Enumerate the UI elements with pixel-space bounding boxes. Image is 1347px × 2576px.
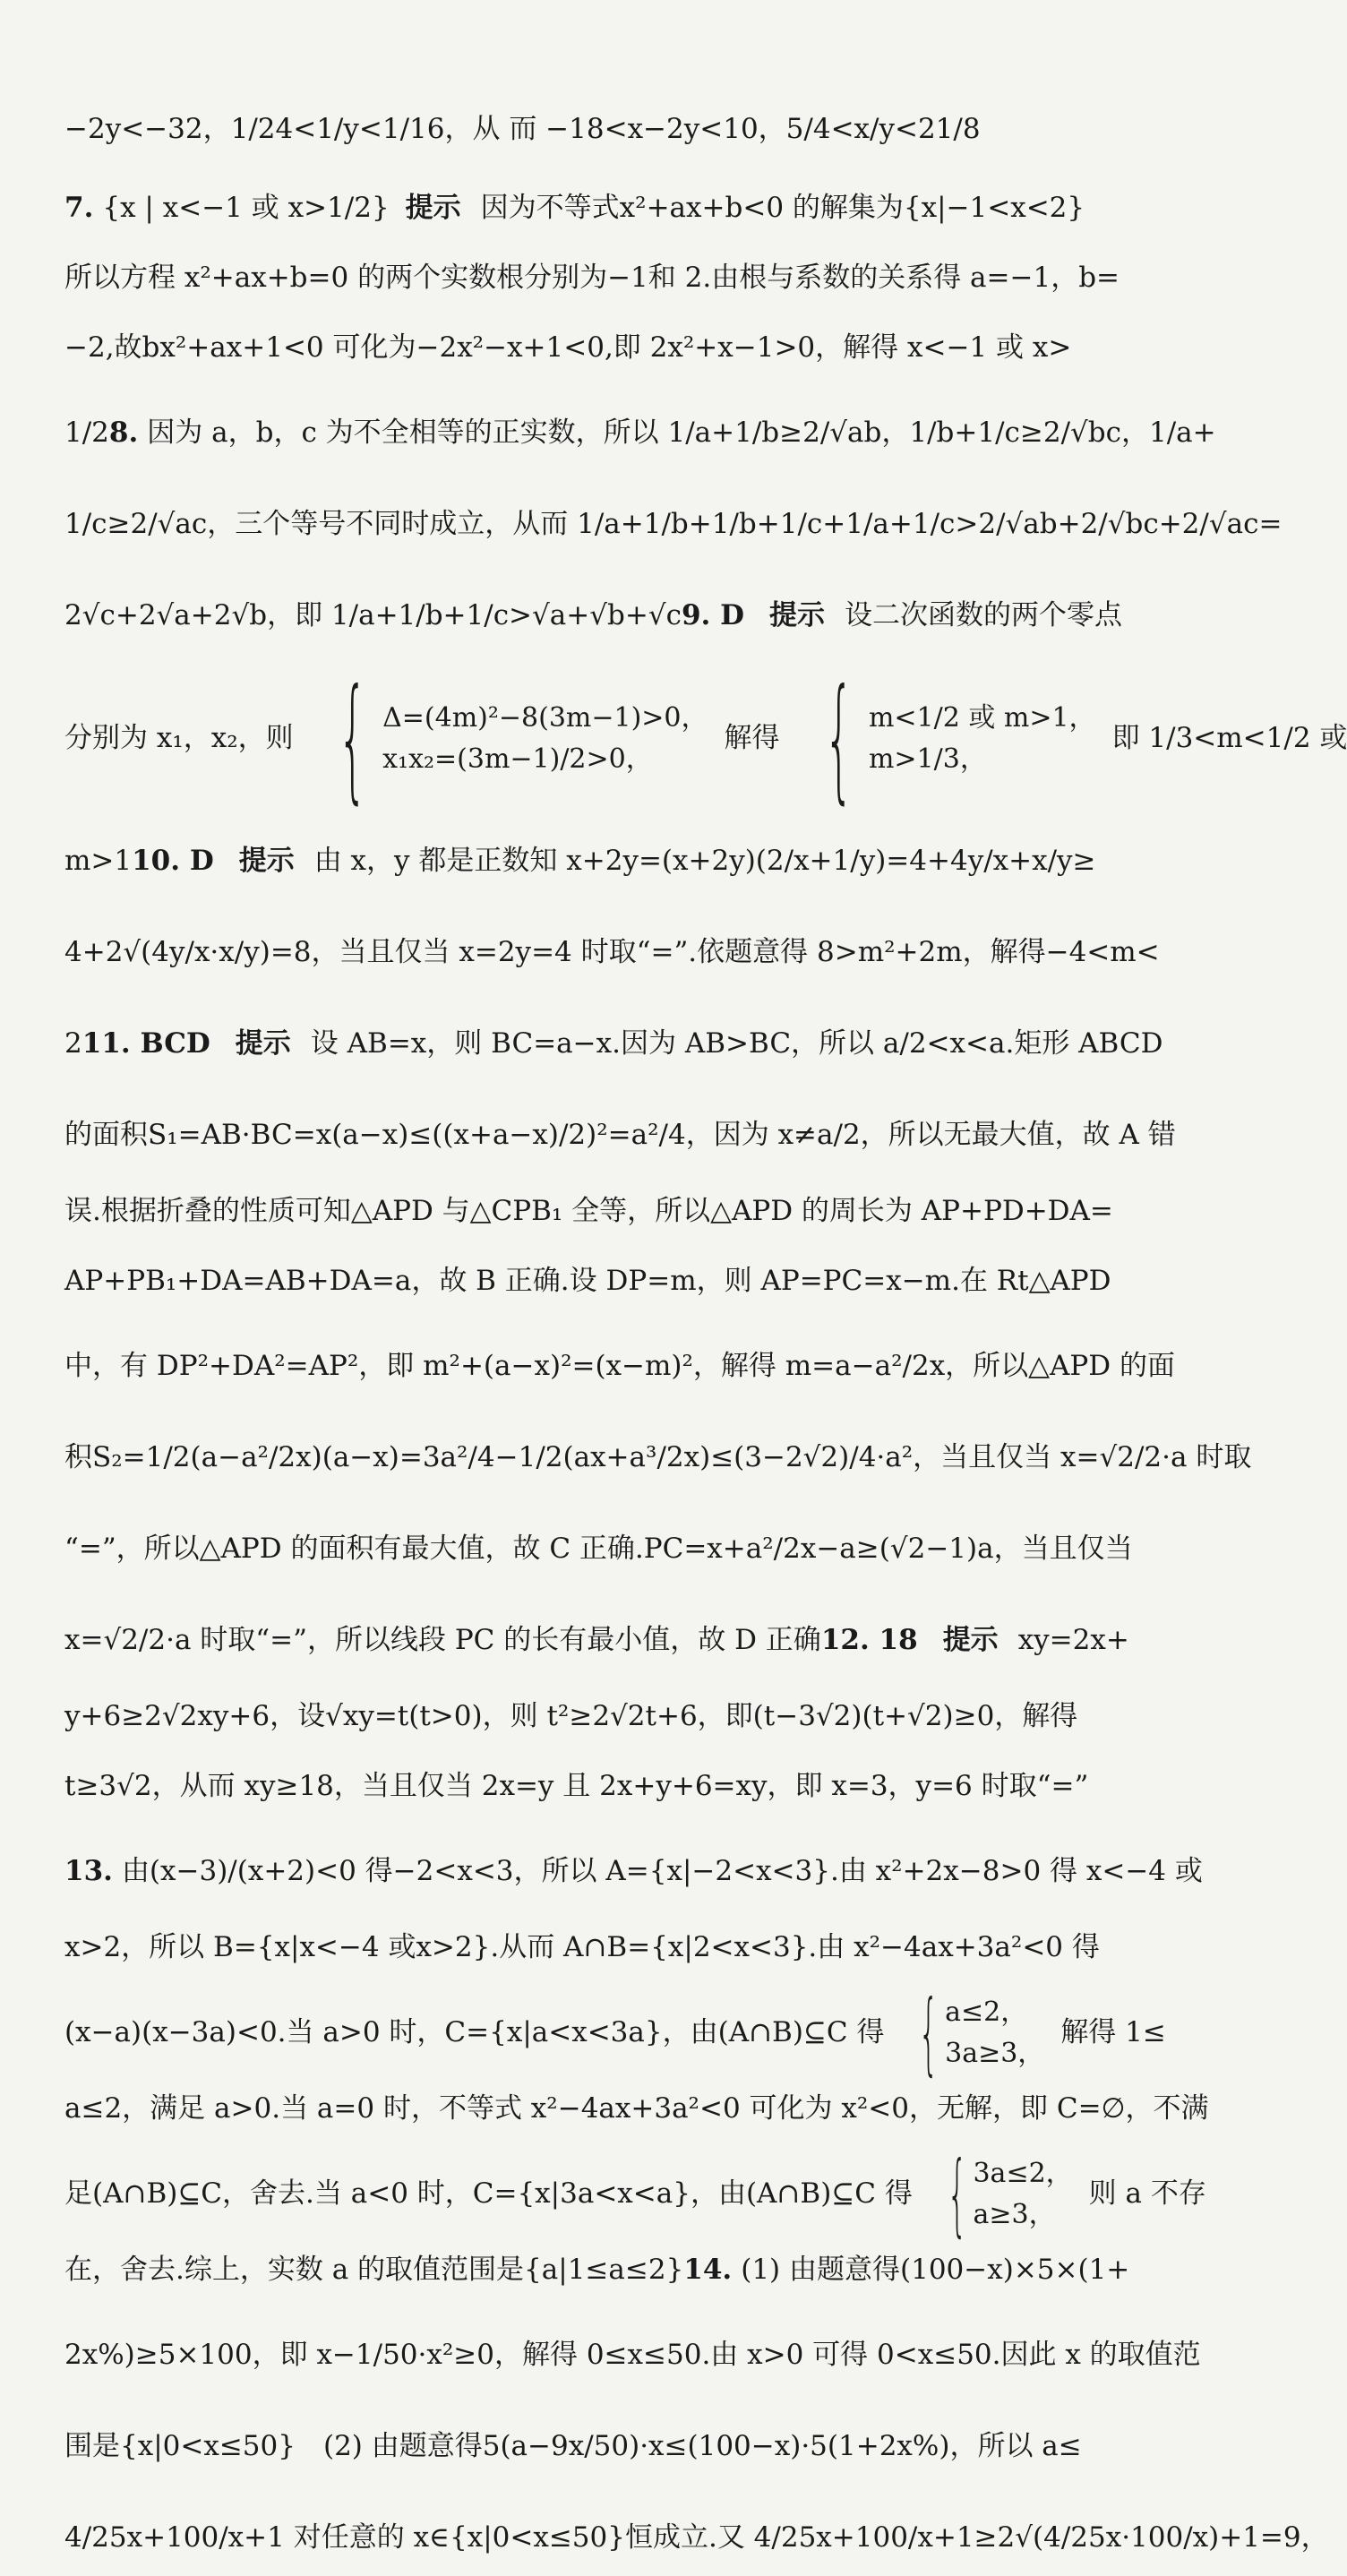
hint-label: 提示: [768, 599, 825, 632]
question-number: 8.: [108, 416, 139, 450]
question-14-line: [64, 2239, 1130, 2302]
question-13-line: [64, 1834, 1203, 1910]
system-row: 3a≥3，: [945, 2038, 1045, 2069]
text-line-12: [64, 1098, 1176, 1173]
line-text: x=√2/2·a 时取“=”，所以线段 PC 的长有最小值，故 D 正确: [64, 1624, 821, 1657]
line-text-2: (1) 由题意得(100−x)×5×(1+: [741, 2254, 1130, 2287]
system-row: 3a≤2，: [973, 2158, 1073, 2189]
question-number: 7.: [64, 192, 94, 225]
question-8-line: [64, 396, 1216, 471]
line-text-2: 即 1/3<m<1/2 或: [1111, 722, 1347, 755]
system-row: m<1/2 或 m>1，: [868, 702, 1096, 734]
equation-system: [796, 661, 1096, 817]
question-number: 9. D: [681, 599, 744, 632]
line-text: 因为不等式x²+ax+b<0 的解集为{x|−1<x<2}: [480, 192, 1085, 225]
line-text: 2√c+2√a+2√b，即 1/a+1/b+1/c>√a+√b+√c: [64, 599, 682, 632]
left-brace: {: [919, 1980, 939, 2085]
line-text-2: 解得 1≤: [1060, 2016, 1166, 2049]
left-brace: {: [337, 661, 368, 817]
text-line-4: [64, 317, 1072, 380]
text-line-20: [64, 1756, 1089, 1818]
answer-text: {x | x<−1 或 x>1/2}: [102, 192, 390, 225]
text-line-1: [64, 99, 1064, 161]
line-text: 由(x−3)/(x+2)<0 得−2<x<3，所以 A={x|−2<x<3}.由 x²+2x−8>0 得 x<−4 或: [121, 1855, 1203, 1888]
question-number: 14.: [683, 2254, 733, 2287]
line-text: 积S₂=1/2(a−a²/2x)(a−x)=3a²/4−1/2(ax+a³/2x)≤(3−2√2)/4·a²，当且仅当 x=√2/2·a 时取: [64, 1441, 1252, 1474]
line-text: 1/2: [64, 416, 109, 450]
line-text-2: 设二次函数的两个零点: [844, 599, 1122, 632]
text-line-23: [64, 1980, 1166, 2085]
line-text: −2,故bx²+ax+1<0 可化为−2x²−x+1<0,即 2x²+x−1>0，解得 x<−1 或 x>: [64, 331, 1072, 365]
line-text: 足(A∩B)⊆C，舍去.当 a<0 时，C={x|3a<x<a}，由(A∩B)⊆C 得: [64, 2177, 913, 2211]
question-number: 11. BCD: [82, 1027, 210, 1060]
text-line-29: [64, 2501, 1329, 2576]
line-text: 误.根据折叠的性质可知△APD 与△CPB₁ 全等，所以△APD 的周长为 AP+PD+DA=: [64, 1195, 1113, 1228]
line-text: 2x%)≥5×100，即 x−1/50·x²≥0，解得 0≤x≤50.由 x>0 可得 0<x≤50.因此 x 的取值范: [64, 2339, 1201, 2372]
system-row: a≥3，: [973, 2199, 1056, 2230]
line-text-2: 因为 a，b，c 为不全相等的正实数，所以 1/a+1/b≥2/√ab，1/b+1/c≥2/√bc，1/a+: [147, 416, 1216, 450]
system-row: Δ=(4m)²−8(3m−1)>0，: [382, 702, 708, 734]
line-text: 围是{x|0<x≤50} (2) 由题意得5(a−9x/50)·x≤(100−x)·5(1+2x%)，所以 a≤: [64, 2430, 1082, 2463]
line-text-2: 由 x，y 都是正数知 x+2y=(x+2y)(2/x+1/y)=4+4y/x+x/y≥: [313, 845, 1096, 878]
question-number: 10. D: [132, 845, 214, 878]
system-row: a≤2，: [945, 1996, 1028, 2028]
text-line-15: [64, 1329, 1175, 1404]
left-brace: {: [823, 661, 854, 817]
text-line-14: [64, 1250, 1111, 1313]
question-10-line: [64, 824, 1096, 899]
text-line-13: [64, 1181, 1113, 1243]
system-row: m>1/3，: [868, 743, 987, 775]
line-text: 4+2√(4y/x·x/y)=8，当且仅当 x=2y=4 时取“=”.依题意得 8>m²+2m，解得−4<m<: [64, 936, 1160, 969]
equation-system: [929, 2142, 1073, 2246]
line-text: 1/c≥2/√ac，三个等号不同时成立，从而 1/a+1/b+1/b+1/c+1/a+1/c>2/√ab+2/√bc+2/√ac=: [64, 508, 1283, 541]
text-line-27: [64, 2318, 1201, 2393]
line-text: x>2，所以 B={x|x<−4 或x>2}.从而 A∩B={x|2<x<3}.由 x²−4ax+3a²<0 得: [64, 1931, 1100, 1964]
line-text: t≥3√2，从而 xy≥18，当且仅当 2x=y 且 2x+y+6=xy，即 x=3，y=6 时取“=”: [64, 1770, 1089, 1803]
line-text: AP+PB₁+DA=AB+DA=a，故 B 正确.设 DP=m，则 AP=PC=x−m.在 Rt△APD: [64, 1265, 1111, 1298]
text-line-25: [64, 2142, 1206, 2246]
line-text: −2y<−32，1/24<1/y<1/16，从 而 −18<x−2y<10，5/4<x/y<21/8: [64, 113, 981, 146]
line-text: y+6≥2√2xy+6，设√xy=t(t>0)，则 t²≥2√2t+6，即(t−3√2)(t+√2)≥0，解得: [64, 1700, 1078, 1733]
question-9-system-line: [64, 661, 1347, 817]
line-text: 分别为 x₁，x₂，则: [64, 722, 294, 755]
line-text: a≤2，满足 a>0.当 a=0 时，不等式 x²−4ax+3a²<0 可化为 x²<0，无解，即 C=∅，不满: [64, 2092, 1209, 2125]
line-text: 在，舍去.综上，实数 a 的取值范围是{a|1≤a≤2}: [64, 2254, 684, 2287]
left-brace: {: [947, 2142, 967, 2246]
line-text: (x−a)(x−3a)<0.当 a>0 时，C={x|a<x<3a}，由(A∩B)⊆C 得: [64, 2016, 885, 2049]
question-number: 13.: [64, 1855, 113, 1888]
line-text-2: 设 AB=x，则 BC=a−x.因为 AB>BC，所以 a/2<x<a.矩形 ABCD: [310, 1027, 1163, 1060]
question-7-line: [64, 177, 1085, 240]
system-row: x₁x₂=(3m−1)/2>0，: [382, 743, 653, 775]
line-text: 4/25x+100/x+1 对任意的 x∈{x|0<x≤50}恒成立.又 4/25x+100/x+1≥2√(4/25x·100/x)+1=9，: [64, 2521, 1329, 2555]
hint-label: 提示: [942, 1624, 999, 1657]
text-line-24: [64, 2078, 1209, 2141]
text-line-17: [64, 1512, 1133, 1587]
equation-system: [900, 1980, 1045, 2085]
line-text: 所以方程 x²+ax+b=0 的两个实数根分别为−1和 2.由根与系数的关系得 a=−1，b=: [64, 262, 1120, 295]
question-11-line: [64, 1007, 1163, 1082]
question-number: 12. 18: [820, 1624, 918, 1657]
line-text-2: 则 a 不存: [1088, 2177, 1206, 2211]
line-text: 2: [64, 1027, 82, 1060]
text-line-3: [64, 247, 1120, 310]
text-line-16: [64, 1421, 1252, 1496]
text-line-28: [64, 2409, 1082, 2485]
text-line-6: [64, 487, 1283, 562]
text-line-22: [64, 1917, 1100, 1979]
line-text: 中，有 DP²+DA²=AP²，即 m²+(a−x)²=(x−m)²，解得 m=a−a²/2x，所以△APD 的面: [64, 1350, 1175, 1383]
line-text-mid: 解得: [724, 722, 780, 755]
equation-system: [310, 661, 708, 817]
question-9-line: [64, 579, 1122, 654]
hint-label: 提示: [235, 1027, 291, 1060]
line-text: 的面积S₁=AB·BC=x(a−x)≤((x+a−x)/2)²=a²/4，因为 x≠a/2，所以无最大值，故 A 错: [64, 1119, 1176, 1152]
hint-label: 提示: [405, 192, 461, 225]
line-text: “=”，所以△APD 的面积有最大值，故 C 正确.PC=x+a²/2x−a≥(√2−1)a，当且仅当: [64, 1533, 1133, 1566]
line-text: m>1: [64, 845, 133, 878]
line-text-2: xy=2x+: [1017, 1624, 1129, 1657]
text-line-19: [64, 1686, 1078, 1748]
question-12-line: [64, 1603, 1129, 1679]
hint-label: 提示: [238, 845, 295, 878]
text-line-10: [64, 915, 1160, 991]
